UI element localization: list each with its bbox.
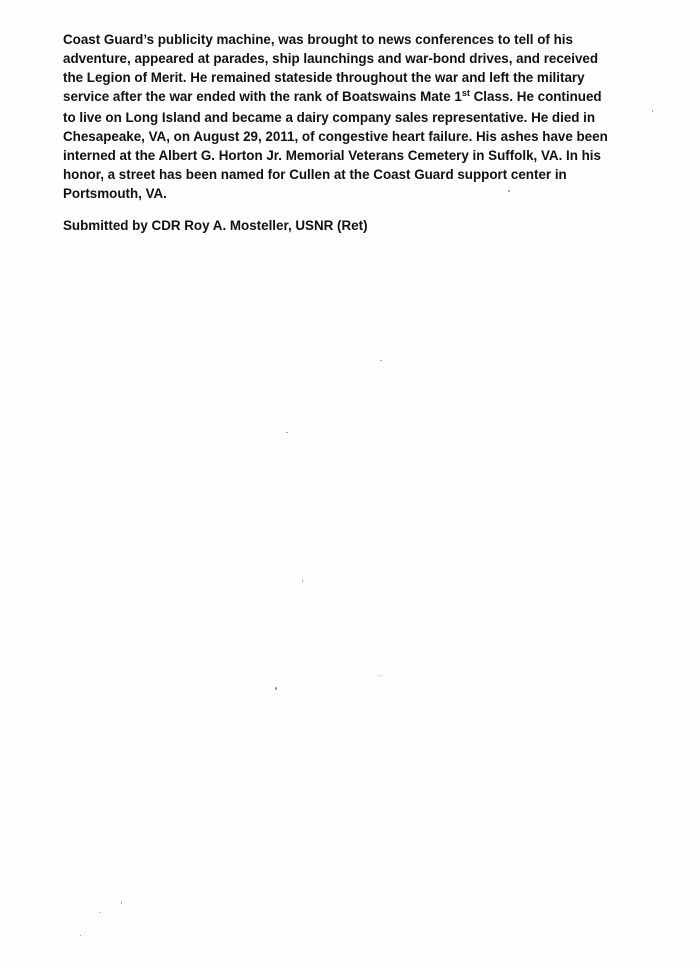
scan-speck bbox=[302, 580, 303, 582]
paragraph-line: honor, a street has been named for Cullen at the Coast Guard support center in bbox=[63, 167, 567, 182]
biography-paragraph bbox=[63, 30, 663, 203]
ordinal-superscript: st bbox=[461, 88, 470, 98]
paragraph-line: interned at the Albert G. Horton Jr. Memorial Veterans Cemetery in Suffolk, VA. In his bbox=[63, 148, 601, 163]
scan-speck bbox=[508, 190, 510, 192]
scan-speck bbox=[652, 110, 653, 112]
scan-speck bbox=[380, 675, 381, 676]
line-text: Class. He continued bbox=[469, 89, 602, 104]
paragraph-line: Portsmouth, VA. bbox=[63, 186, 167, 201]
scan-speck bbox=[286, 432, 288, 433]
paragraph-line: adventure, appeared at parades, ship launchings and war-bond drives, and received bbox=[63, 51, 599, 66]
paragraph-line: Chesapeake, VA, on August 29, 2011, of congestive heart failure. His ashes have been bbox=[63, 129, 608, 144]
scan-speck bbox=[100, 912, 101, 913]
scan-speck bbox=[275, 687, 277, 690]
submitted-by-line: Submitted by CDR Roy A. Mosteller, USNR (Ret) bbox=[63, 218, 368, 233]
scan-speck bbox=[121, 902, 122, 904]
scan-speck bbox=[80, 935, 81, 936]
paragraph-line bbox=[63, 87, 663, 108]
paragraph-line: Coast Guard’s publicity machine, was brought to news conferences to tell of his bbox=[63, 32, 573, 47]
paragraph-line: the Legion of Merit. He remained stateside throughout the war and left the military bbox=[63, 70, 585, 85]
line-text: service after the war ended with the rank of Boatswains Mate 1 bbox=[63, 89, 462, 104]
paragraph-line: to live on Long Island and became a dairy company sales representative. He died in bbox=[63, 110, 596, 125]
scan-speck bbox=[380, 360, 382, 361]
